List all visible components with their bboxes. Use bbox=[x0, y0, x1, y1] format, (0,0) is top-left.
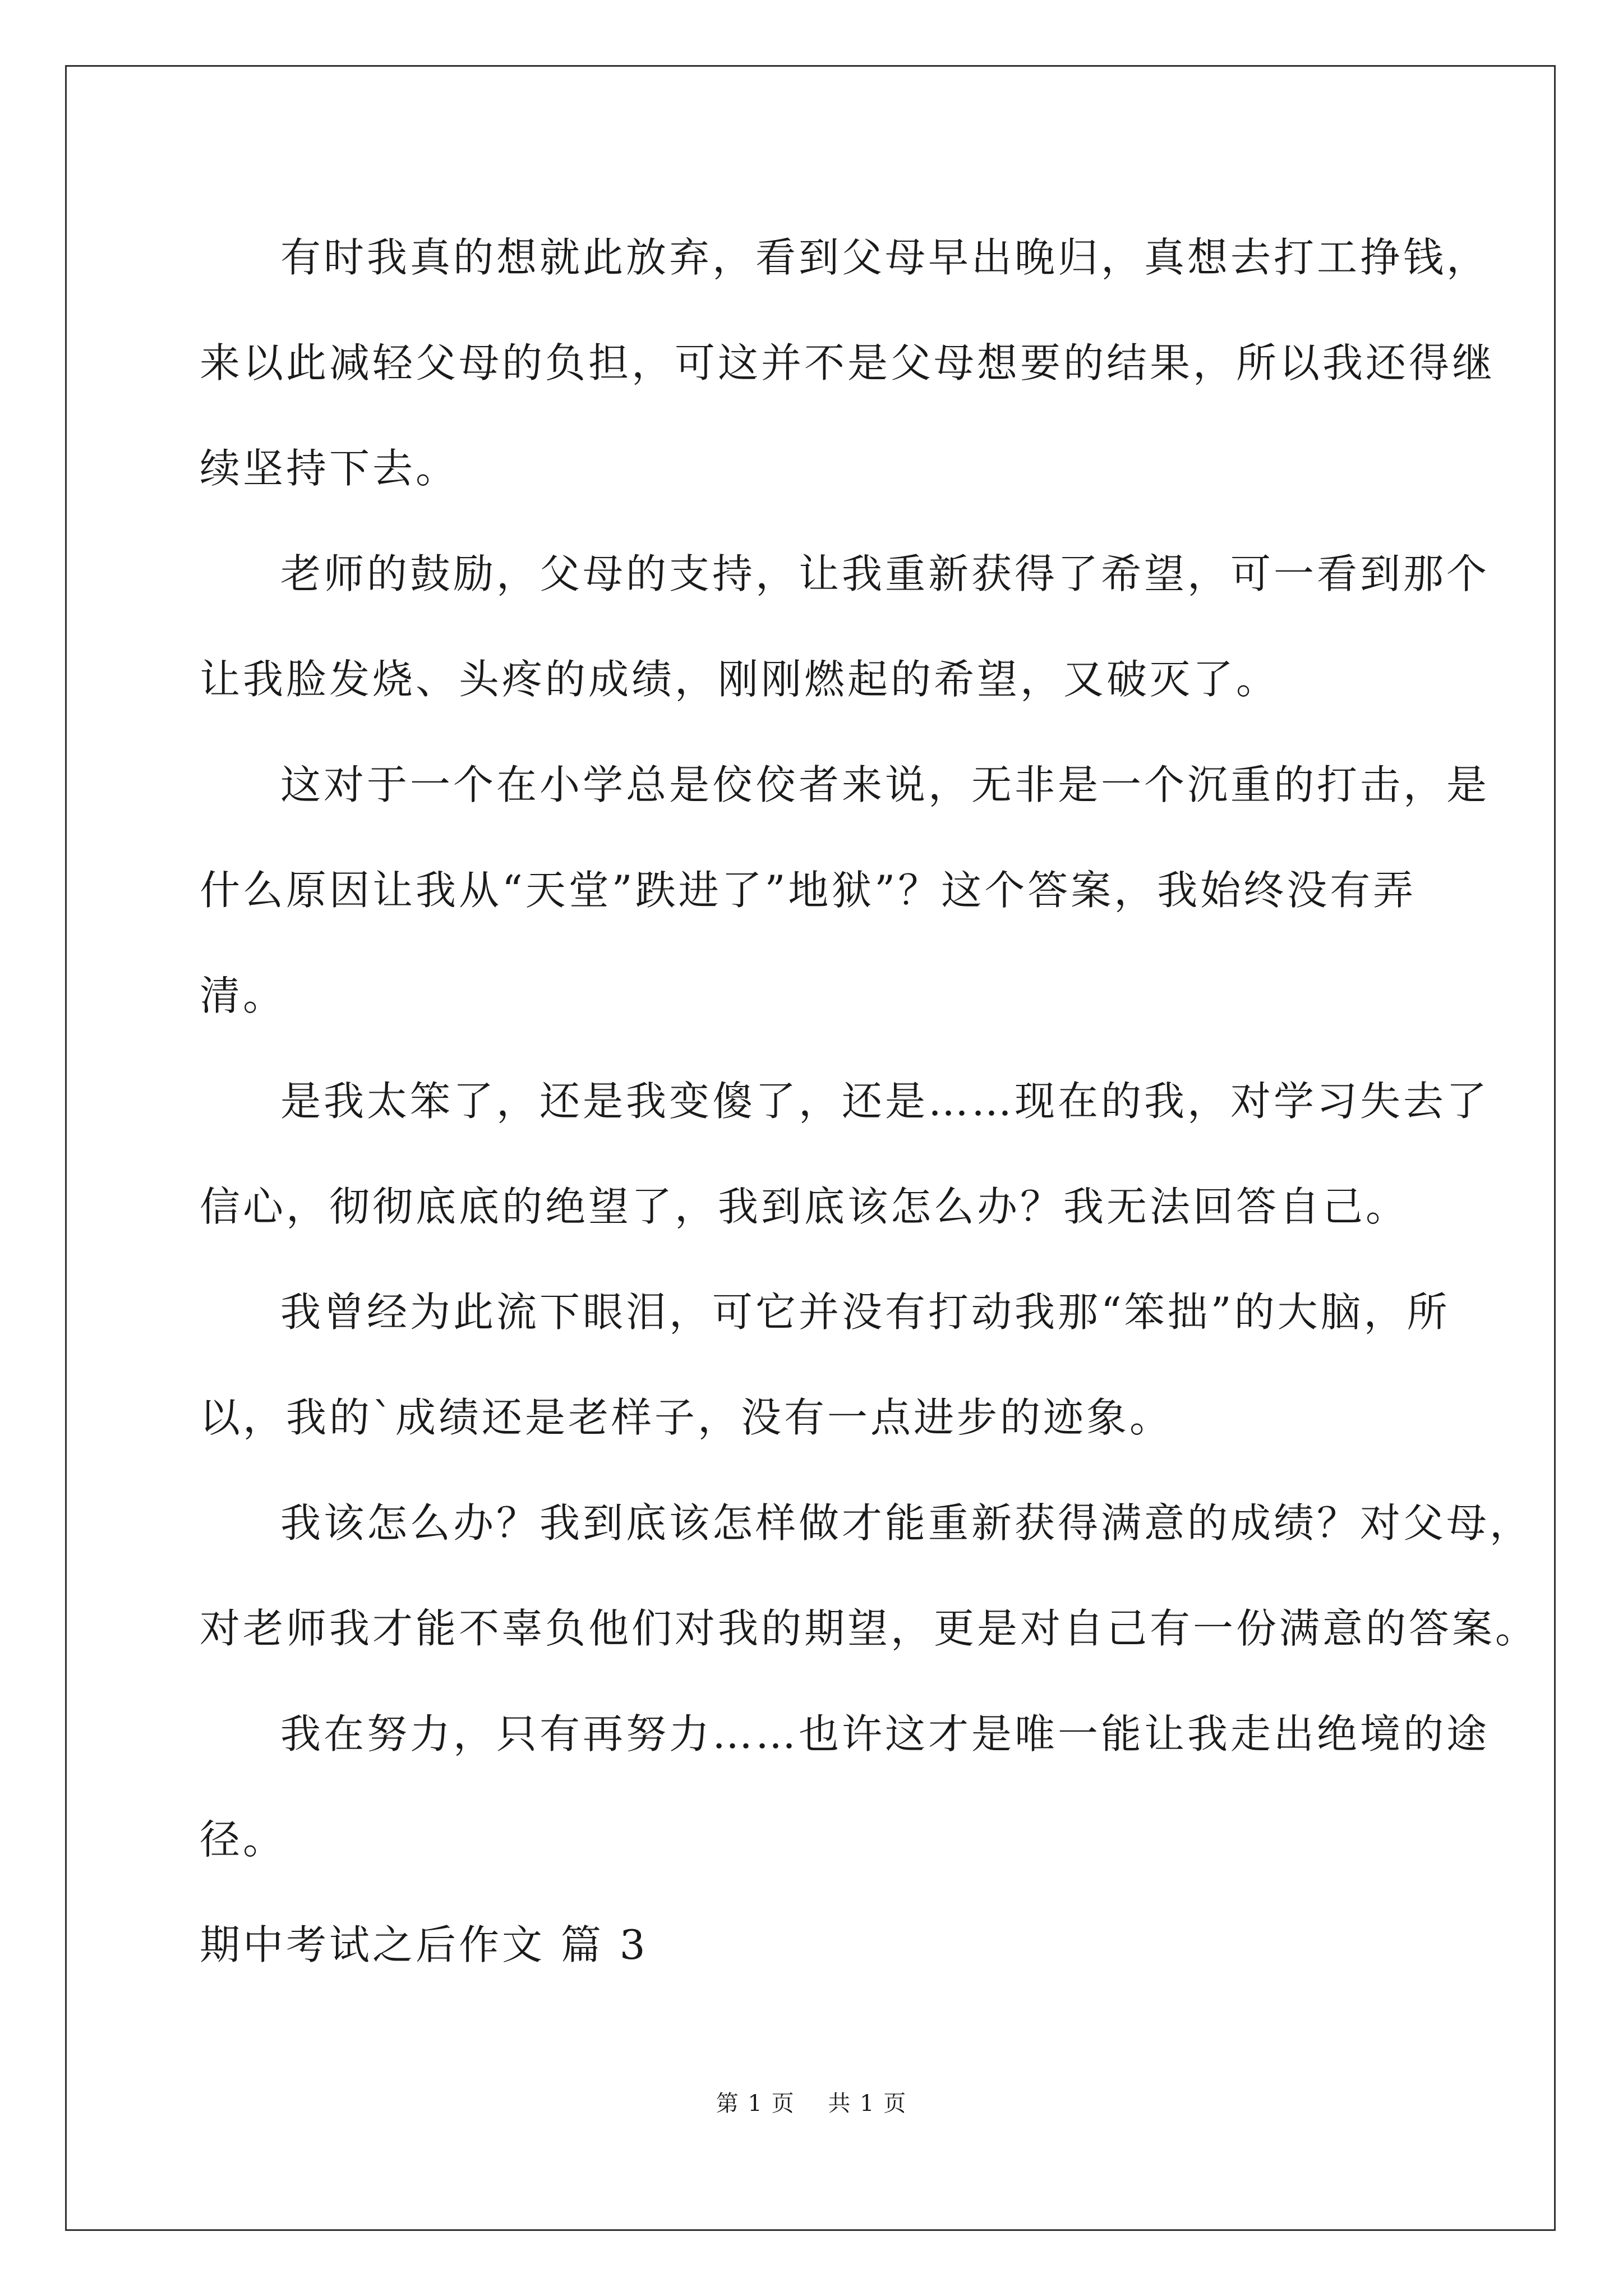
text-line: 什么原因让我从“天堂”跌进了”地狱”？这个答案，我始终没有弄 bbox=[200, 867, 1417, 914]
text-line: 我在努力，只有再努力……也许这才是唯一能让我走出绝境的途 bbox=[280, 1710, 1490, 1757]
text-line: 我该怎么办？我到底该怎样做才能重新获得满意的成绩？对父母， bbox=[280, 1499, 1533, 1547]
text-line: 对老师我才能不辜负他们对我的期望，更是对自己有一份满意的答案。 bbox=[200, 1605, 1539, 1652]
section-heading: 期中考试之后作文 篇 3 bbox=[200, 1921, 648, 1968]
paragraph bbox=[200, 1048, 1490, 1259]
paragraph bbox=[200, 1259, 1484, 1470]
text-line: 有时我真的想就此放弃，看到父母早出晚归，真想去打工挣钱， bbox=[280, 234, 1490, 281]
paragraph bbox=[200, 1681, 1490, 1892]
text-line: 老师的鼓励，父母的支持，让我重新获得了希望，可一看到那个 bbox=[280, 550, 1490, 597]
page-footer: 第 1 页 共 1 页 bbox=[716, 2091, 907, 2116]
text-line: 信心，彻彻底底的绝望了，我到底该怎么办？我无法回答自己。 bbox=[200, 1183, 1409, 1230]
text-line: 清。 bbox=[200, 972, 287, 1019]
text-line: 径。 bbox=[200, 1816, 287, 1863]
paragraph bbox=[200, 205, 1496, 521]
paragraph bbox=[200, 521, 1490, 732]
text-line: 续坚持下去。 bbox=[200, 445, 459, 492]
text-line: 是我太笨了，还是我变傻了，还是……现在的我，对学习失去了 bbox=[280, 1078, 1490, 1125]
text-line: 来以此减轻父母的负担，可这并不是父母想要的结果，所以我还得继 bbox=[200, 339, 1496, 386]
text-line: 这对于一个在小学总是佼佼者来说，无非是一个沉重的打击，是 bbox=[280, 761, 1490, 808]
text-line: 以，我的`成绩还是老样子，没有一点进步的迹象。 bbox=[200, 1394, 1173, 1441]
document-body bbox=[200, 205, 1539, 1998]
text-line: 让我脸发烧、头疼的成绩，刚刚燃起的希望，又破灭了。 bbox=[200, 656, 1280, 703]
paragraph bbox=[200, 732, 1490, 1048]
text-line: 我曾经为此流下眼泪，可它并没有打动我那“笨拙”的大脑，所 bbox=[280, 1289, 1450, 1336]
paragraph bbox=[200, 1470, 1539, 1681]
